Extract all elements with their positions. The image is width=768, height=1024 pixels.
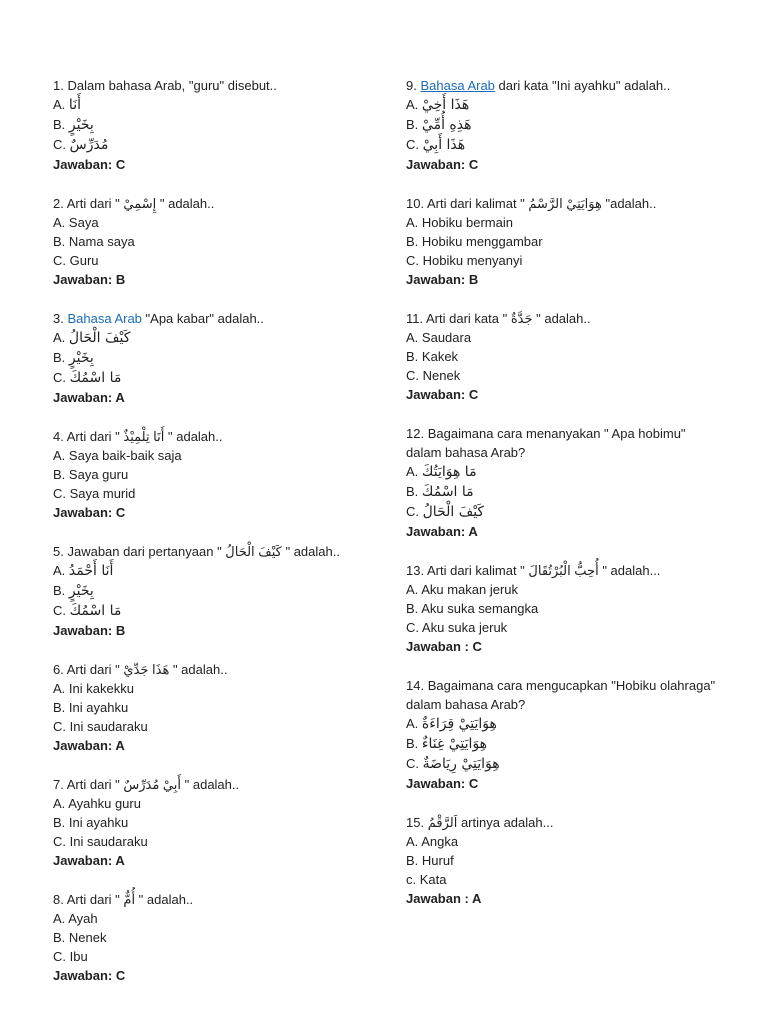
answer: Jawaban: B [406, 272, 479, 287]
option-a: A. Ini kakekku [53, 681, 134, 696]
option-c: C. Ini saudaraku [53, 719, 148, 734]
answer: Jawaban : A [406, 891, 482, 906]
question-1 [53, 76, 363, 174]
question-2 [53, 194, 363, 289]
option-a: A. Saya baik-baik saja [53, 448, 182, 463]
question-text: 11. Arti dari kata " جَدَّةٌ " adalah.. [406, 311, 591, 326]
answer: Jawaban: A [406, 524, 478, 539]
option-b: B. هِوَايَتِيْ غِنَاءٌ [406, 736, 488, 752]
question-8 [53, 890, 363, 985]
answer: Jawaban: C [53, 968, 126, 983]
question-6 [53, 660, 363, 755]
question-text: 7. Arti dari " أَبِيْ مُدَرِّسٌ " adalah.. [53, 777, 240, 792]
option-c: C. Nenek [406, 368, 461, 383]
question-text: 8. Arti dari " أُمٌّ " adalah.. [53, 892, 194, 907]
question-4 [53, 427, 363, 522]
option-c: C. مَا اسْمُكَ [53, 603, 122, 619]
option-c: C. مَا اسْمُكَ [53, 370, 122, 386]
question-14 [406, 676, 716, 793]
question-5 [53, 542, 363, 640]
answer: Jawaban: C [406, 157, 479, 172]
option-b: B. Saya guru [53, 467, 129, 482]
option-b: B. Ini ayahku [53, 815, 129, 830]
question-text: 3. Bahasa Arab "Apa kabar" adalah.. [53, 311, 264, 326]
option-b: B. Aku suka semangka [406, 601, 539, 616]
answer: Jawaban : C [406, 639, 482, 654]
question-text: 13. Arti dari kalimat " أُحِبُّ الْبُرْتُقَالَ " adalah... [406, 563, 661, 578]
option-a: A. هَذَا أَخِيْ [406, 97, 470, 113]
option-b: B. Hobiku menggambar [406, 234, 543, 249]
option-b: B. Ini ayahku [53, 700, 129, 715]
answer: Jawaban: A [53, 853, 125, 868]
question-text: 14. Bagaimana cara mengucapkan "Hobiku olahraga" dalam bahasa Arab? [406, 678, 716, 712]
right-column [406, 76, 716, 928]
question-text: 9. Bahasa Arab dari kata "Ini ayahku" adalah.. [406, 78, 671, 93]
option-a: A. Aku makan jeruk [406, 582, 519, 597]
question-text: 12. Bagaimana cara menanyakan " Apa hobimu" dalam bahasa Arab? [406, 426, 686, 460]
option-b: B. Huruf [406, 853, 454, 868]
answer: Jawaban: C [406, 387, 479, 402]
option-a: A. كَيْفَ الْحَالُ [53, 330, 131, 346]
option-c: C. Hobiku menyanyi [406, 253, 523, 268]
option-c: C. كَيْفَ الْحَالُ [406, 504, 485, 520]
option-b: B. Nenek [53, 930, 107, 945]
option-c: C. هِوَايَتِيْ رِيَاضَةٌ [406, 756, 500, 772]
question-text: 5. Jawaban dari pertanyaan " كَيْفَ الْحَالُ " adalah.. [53, 544, 340, 559]
answer: Jawaban: C [53, 157, 126, 172]
option-b: B. مَا اسْمُكَ [406, 484, 474, 500]
option-b: B. بِخَيْرٍ [53, 583, 94, 599]
option-b: B. Kakek [406, 349, 459, 364]
option-a: A. أَنَا أَحْمَدُ [53, 563, 114, 579]
question-9 [406, 76, 716, 174]
question-text: 2. Arti dari " إِسْمِيْ " adalah.. [53, 196, 215, 211]
option-c: C. Guru [53, 253, 99, 268]
option-b: B. بِخَيْرٍ [53, 350, 94, 366]
question-13 [406, 561, 716, 656]
answer: Jawaban: B [53, 272, 126, 287]
answer: Jawaban: A [53, 390, 125, 405]
option-a: A. Hobiku bermain [406, 215, 513, 230]
option-a: A. هِوَايَتِيْ قِرَاءَةٌ [406, 716, 497, 732]
option-c: C. مُدَرِّسٌ [53, 137, 109, 153]
bahasa-arab-link[interactable]: Bahasa Arab [67, 311, 142, 326]
option-b: B. بِخَيْرٍ [53, 117, 94, 133]
bahasa-arab-link[interactable]: Bahasa Arab [420, 78, 495, 93]
answer: Jawaban: C [53, 505, 126, 520]
question-10 [406, 194, 716, 289]
option-c: C. Saya murid [53, 486, 136, 501]
option-c: C. Ini saudaraku [53, 834, 148, 849]
question-text: 15. اَلرَّقْمُ artinya adalah... [406, 815, 554, 830]
option-c: C. هَذَا أَبِيْ [406, 137, 466, 153]
option-a: A. Saudara [406, 330, 472, 345]
question-text: 6. Arti dari " هَذَا جَدِّيْ " adalah.. [53, 662, 228, 677]
option-a: A. Ayah [53, 911, 98, 926]
answer: Jawaban: A [53, 738, 125, 753]
option-c: c. Kata [406, 872, 447, 887]
option-c: C. Aku suka jeruk [406, 620, 508, 635]
option-b: B. Nama saya [53, 234, 135, 249]
option-a: A. أَنَا [53, 97, 81, 113]
option-b: B. هَذِهِ أُمِّيْ [406, 117, 472, 133]
left-column [53, 76, 363, 1005]
answer: Jawaban: C [406, 776, 479, 791]
option-a: A. Angka [406, 834, 459, 849]
option-a: A. Saya [53, 215, 99, 230]
question-3 [53, 309, 363, 407]
option-a: A. مَا هِوَايَتُكَ [406, 464, 477, 480]
option-c: C. Ibu [53, 949, 88, 964]
question-11 [406, 309, 716, 404]
question-12 [406, 424, 716, 541]
question-text: 1. Dalam bahasa Arab, "guru" disebut.. [53, 78, 277, 93]
question-15 [406, 813, 716, 908]
option-a: A. Ayahku guru [53, 796, 141, 811]
question-text: 10. Arti dari kalimat " هِوَايَتِيْ الرَّسْمُ "adalah.. [406, 196, 657, 211]
answer: Jawaban: B [53, 623, 126, 638]
question-text: 4. Arti dari " أَنَا تِلْمِيْذٌ " adalah.. [53, 429, 223, 444]
question-7 [53, 775, 363, 870]
